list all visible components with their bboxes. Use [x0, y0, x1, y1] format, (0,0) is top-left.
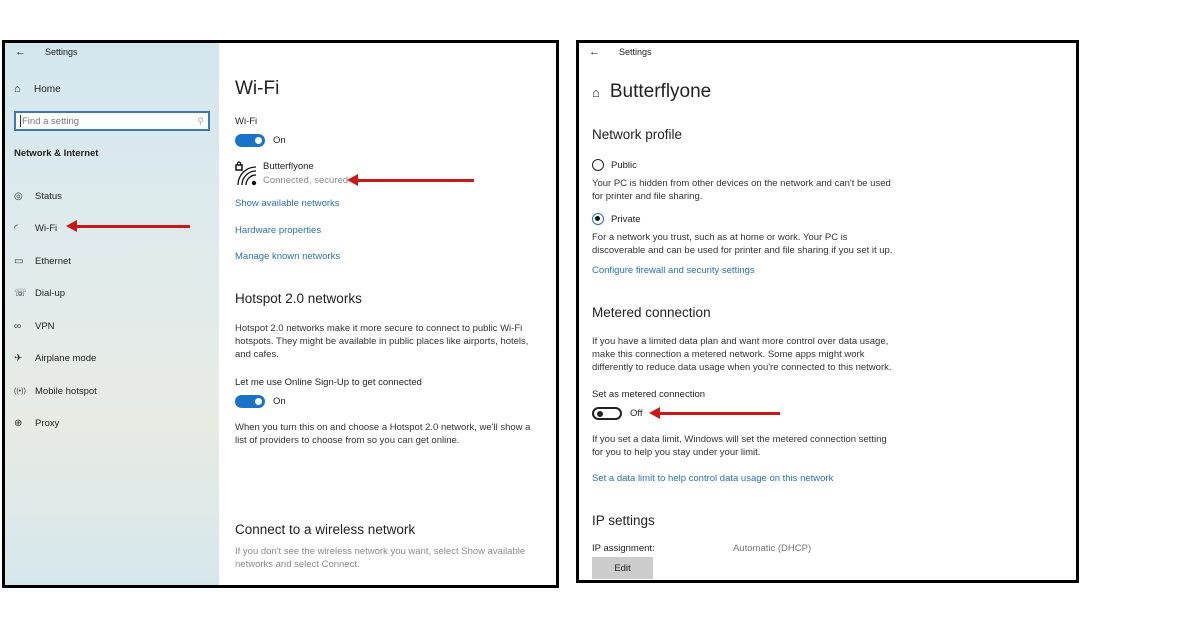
sidebar: [5, 43, 219, 585]
ethernet-icon: ▭: [14, 255, 24, 267]
search-input[interactable]: [20, 115, 197, 127]
metered-toggle-label: Set as metered connection: [592, 389, 706, 400]
sidebar-item-label: VPN: [35, 320, 55, 332]
titlebar: [589, 46, 652, 58]
window-title: Settings: [619, 47, 652, 57]
hotspot-icon: ((•)): [14, 387, 26, 395]
edit-ip-button[interactable]: Edit: [592, 557, 653, 579]
wifi-toggle[interactable]: [235, 134, 286, 147]
wifi-main-content: [219, 43, 556, 585]
public-radio[interactable]: [592, 159, 637, 171]
toggle-switch-on[interactable]: [235, 395, 265, 408]
wifi-icon: ◜: [14, 223, 18, 235]
manage-known-networks-link[interactable]: Manage known networks: [235, 251, 341, 262]
sidebar-item-label: Mobile hotspot: [35, 385, 97, 397]
globe-icon: ⊕: [14, 418, 23, 430]
hotspot-heading: Hotspot 2.0 networks: [235, 291, 362, 306]
sidebar-item-label: Status: [35, 190, 62, 202]
radio-label: Private: [611, 213, 641, 225]
sidebar-item-proxy[interactable]: [14, 408, 97, 441]
connect-heading: Connect to a wireless network: [235, 522, 416, 537]
connect-description: If you don't see the wireless network you want, select Show available networks and select Connect.: [235, 546, 526, 570]
network-profile-heading: Network profile: [592, 127, 683, 142]
sidebar-item-ethernet[interactable]: [14, 245, 97, 278]
titlebar: [15, 46, 78, 58]
page-title: Wi-Fi: [235, 78, 280, 99]
window-title: Settings: [45, 47, 78, 57]
wifi-label: Wi-Fi: [235, 116, 258, 127]
sidebar-item-mobile-hotspot[interactable]: [14, 375, 97, 408]
public-description: Your PC is hidden from other devices on the network and can't be used for printer and file sharing.: [592, 178, 891, 202]
toggle-switch-off[interactable]: [592, 407, 622, 420]
home-label: Home: [34, 83, 61, 95]
sidebar-item-status[interactable]: [14, 180, 97, 213]
online-signup-label: Let me use Online Sign-Up to get connected: [235, 377, 422, 388]
online-signup-description: When you turn this on and choose a Hotspot 2.0 network, we'll show a list of providers to choose from so you can get online.: [235, 422, 531, 446]
toggle-switch-on[interactable]: [235, 134, 265, 147]
data-limit-description: If you set a data limit, Windows will set the metered connection setting for you to help you stay under your limit.: [592, 434, 887, 458]
sidebar-item-home[interactable]: [14, 83, 61, 95]
sidebar-item-vpn[interactable]: [14, 310, 97, 343]
online-signup-toggle[interactable]: [235, 395, 286, 408]
ip-assignment-label: IP assignment:: [592, 543, 655, 554]
network-status: Connected, secured: [263, 175, 349, 186]
configure-firewall-link[interactable]: Configure firewall and security settings: [592, 265, 755, 276]
annotation-arrow: [356, 179, 474, 182]
sidebar-item-airplane-mode[interactable]: [14, 343, 97, 376]
page-title: [592, 81, 711, 103]
dialup-icon: ☏: [14, 288, 27, 300]
connected-network[interactable]: [235, 161, 348, 187]
annotation-arrow: [75, 225, 190, 228]
metered-heading: Metered connection: [592, 305, 711, 320]
hardware-properties-link[interactable]: Hardware properties: [235, 225, 322, 236]
network-name: Butterflyone: [263, 161, 314, 172]
search-box[interactable]: [14, 111, 210, 131]
sidebar-item-label: Airplane mode: [35, 353, 97, 365]
vpn-icon: ∞: [14, 320, 22, 332]
metered-toggle[interactable]: [592, 407, 643, 420]
home-icon: ⌂: [14, 83, 21, 95]
sidebar-item-label: Ethernet: [35, 255, 71, 267]
network-properties-window: [576, 40, 1079, 583]
section-heading: Network & Internet: [14, 148, 99, 159]
ip-settings-heading: IP settings: [592, 513, 655, 528]
sidebar-item-label: Dial-up: [35, 288, 66, 300]
set-data-limit-link[interactable]: Set a data limit to help control data usage on this network: [592, 473, 834, 484]
sidebar-item-wifi[interactable]: [14, 213, 97, 246]
sidebar-item-label: Proxy: [35, 418, 60, 430]
show-available-networks-link[interactable]: Show available networks: [235, 198, 340, 209]
sidebar-nav: [14, 180, 97, 440]
search-icon[interactable]: ⚲: [197, 115, 204, 126]
airplane-icon: ✈: [14, 353, 23, 365]
sidebar-item-label: Wi-Fi: [35, 223, 58, 235]
network-title: Butterflyone: [609, 81, 712, 102]
metered-description: If you have a limited data plan and want more control over data usage, make this connection a metered network. Some apps might work differently to reduce data usage when you're connected to this network.: [592, 336, 892, 373]
status-globe-icon: ◎: [14, 190, 23, 202]
back-arrow-icon[interactable]: ←: [15, 46, 26, 58]
radio-label: Public: [611, 159, 637, 171]
radio-selected[interactable]: [592, 213, 604, 225]
hotspot-description: Hotspot 2.0 networks make it more secure to connect to public Wi-Fi hotspots. They might be available in public places like airports, hotels, and cafes.: [235, 323, 529, 360]
radio-unselected[interactable]: [592, 159, 604, 171]
toggle-state: Off: [630, 408, 643, 419]
home-icon[interactable]: ⌂: [592, 84, 600, 100]
toggle-state: On: [273, 135, 286, 146]
sidebar-item-dialup[interactable]: [14, 278, 97, 311]
back-arrow-icon[interactable]: ←: [589, 46, 600, 58]
private-radio[interactable]: [592, 213, 641, 225]
annotation-arrow: [658, 412, 780, 415]
secured-wifi-icon: [235, 161, 263, 187]
private-description: For a network you trust, such as at home or work. Your PC is discoverable and can be used for printer and file sharing if you set it up.: [592, 232, 893, 256]
toggle-state: On: [273, 396, 286, 407]
ip-assignment-value: Automatic (DHCP): [733, 543, 812, 554]
wifi-settings-window: [2, 40, 559, 588]
